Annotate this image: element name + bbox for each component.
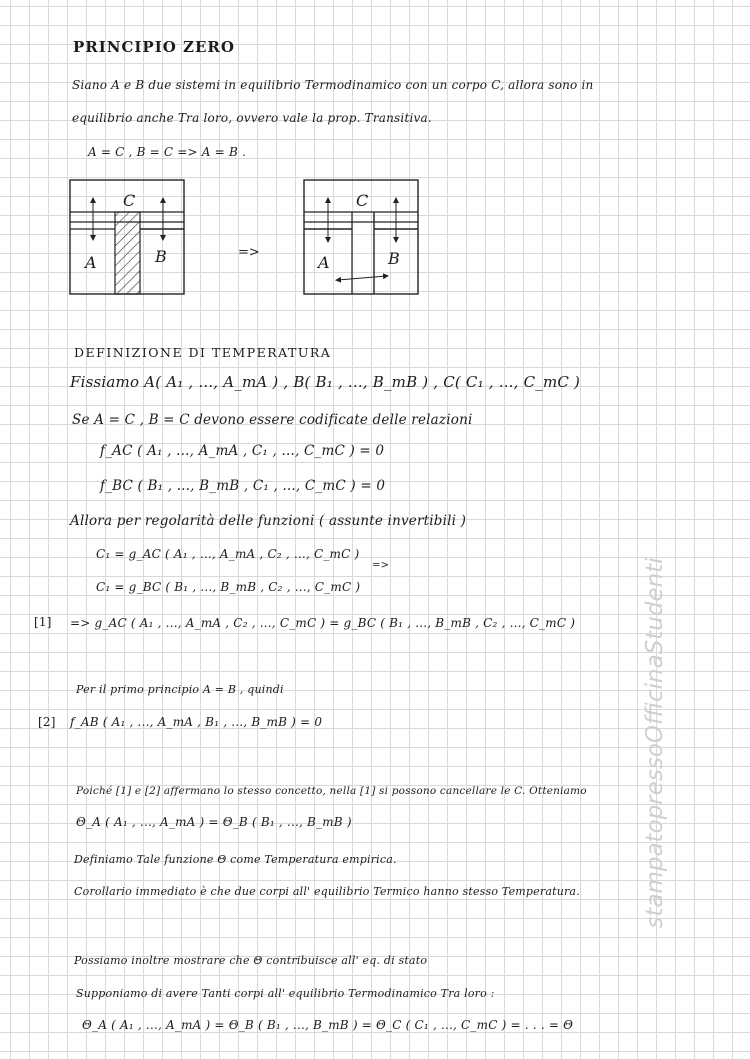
since-line: Poiché [1] e [2] affermano lo stesso concetto, nella [1] si possono cancellare le C. Otteniamo <box>76 785 587 797</box>
define-temperature-line: Definiamo Tale funzione Θ come Temperatura empirica. <box>74 853 397 866</box>
if-relations-line: Se A = C , B = C devono essere codificate delle relazioni <box>72 412 473 428</box>
equation-1: => g_AC ( A₁ , ..., A_mA , C₂ , ..., C_mC ) = g_BC ( B₁ , ..., B_mB , C₂ , ..., C_mC ) <box>70 616 576 630</box>
transitivity-formula: A = C , B = C => A = B . <box>88 145 246 159</box>
relation-f-ac: f_AC ( A₁ , ..., A_mA , C₁ , ..., C_mC ) = 0 <box>100 443 385 459</box>
page-title: PRINCIPIO ZERO <box>73 38 235 56</box>
diagram-right <box>304 180 418 294</box>
c1-from-ac: C₁ = g_AC ( A₁ , ..., A_mA , C₂ , ..., C_mC ) <box>96 547 360 561</box>
suppose-line: Supponiamo di avere Tanti corpi all' equilibrio Termodinamico Tra loro : <box>76 987 495 1000</box>
diagram-left-label-c: C <box>123 191 136 210</box>
intro-line-1: Siano A e B due sistemi in equilibrio Termodinamico con un corpo C, allora sono in <box>72 78 594 92</box>
watermark: stampatopressoOfficinaStudenti <box>642 557 668 929</box>
moreover-line: Possiamo inoltre mostrare che Θ contribuisce all' eq. di stato <box>74 954 428 967</box>
diagram-right-label-c: C <box>356 191 369 210</box>
equation-2-tag: [2] <box>38 715 56 729</box>
equation-2: f_AB ( A₁ , ..., A_mA , B₁ , ..., B_mB ) = 0 <box>70 715 323 729</box>
equilibrium-diagram <box>60 172 430 302</box>
first-principle-line: Per il primo principio A = B , quindi <box>76 683 284 696</box>
regularity-line: Allora per regolarità delle funzioni ( assunte invertibili ) <box>70 513 467 529</box>
c1-from-bc: C₁ = g_BC ( B₁ , ..., B_mB , C₂ , ..., C_mC ) <box>96 580 361 594</box>
diagram-left <box>70 180 184 294</box>
implies-small: => <box>372 560 390 571</box>
equation-1-tag: [1] <box>34 615 52 629</box>
diagram-left-label-a: A <box>85 253 97 272</box>
diagram-right-label-a: A <box>318 253 330 272</box>
definition-heading: DEFINIZIONE DI TEMPERATURA <box>74 345 332 360</box>
theta-equation: Θ_A ( A₁ , ..., A_mA ) = Θ_B ( B₁ , ..., B_mB ) <box>76 815 352 829</box>
final-equation: Θ_A ( A₁ , ..., A_mA ) = Θ_B ( B₁ , ..., B_mB ) = Θ_C ( C₁ , ..., C_mC ) = . . . = Θ <box>82 1018 574 1032</box>
diagram-left-label-b: B <box>155 247 167 266</box>
fix-systems-line: Fissiamo A( A₁ , ..., A_mA ) , B( B₁ , ..., B_mB ) , C( C₁ , ..., C_mC ) <box>70 373 581 391</box>
diagram-right-label-b: B <box>388 249 400 268</box>
corollary-line: Corollario immediato è che due corpi all' equilibrio Termico hanno stesso Temperatura. <box>74 885 580 898</box>
relation-f-bc: f_BC ( B₁ , ..., B_mB , C₁ , ..., C_mC ) = 0 <box>100 478 386 494</box>
diagram-implies: => <box>238 245 260 260</box>
intro-line-2: equilibrio anche Tra loro, ovvero vale la prop. Transitiva. <box>72 111 432 125</box>
